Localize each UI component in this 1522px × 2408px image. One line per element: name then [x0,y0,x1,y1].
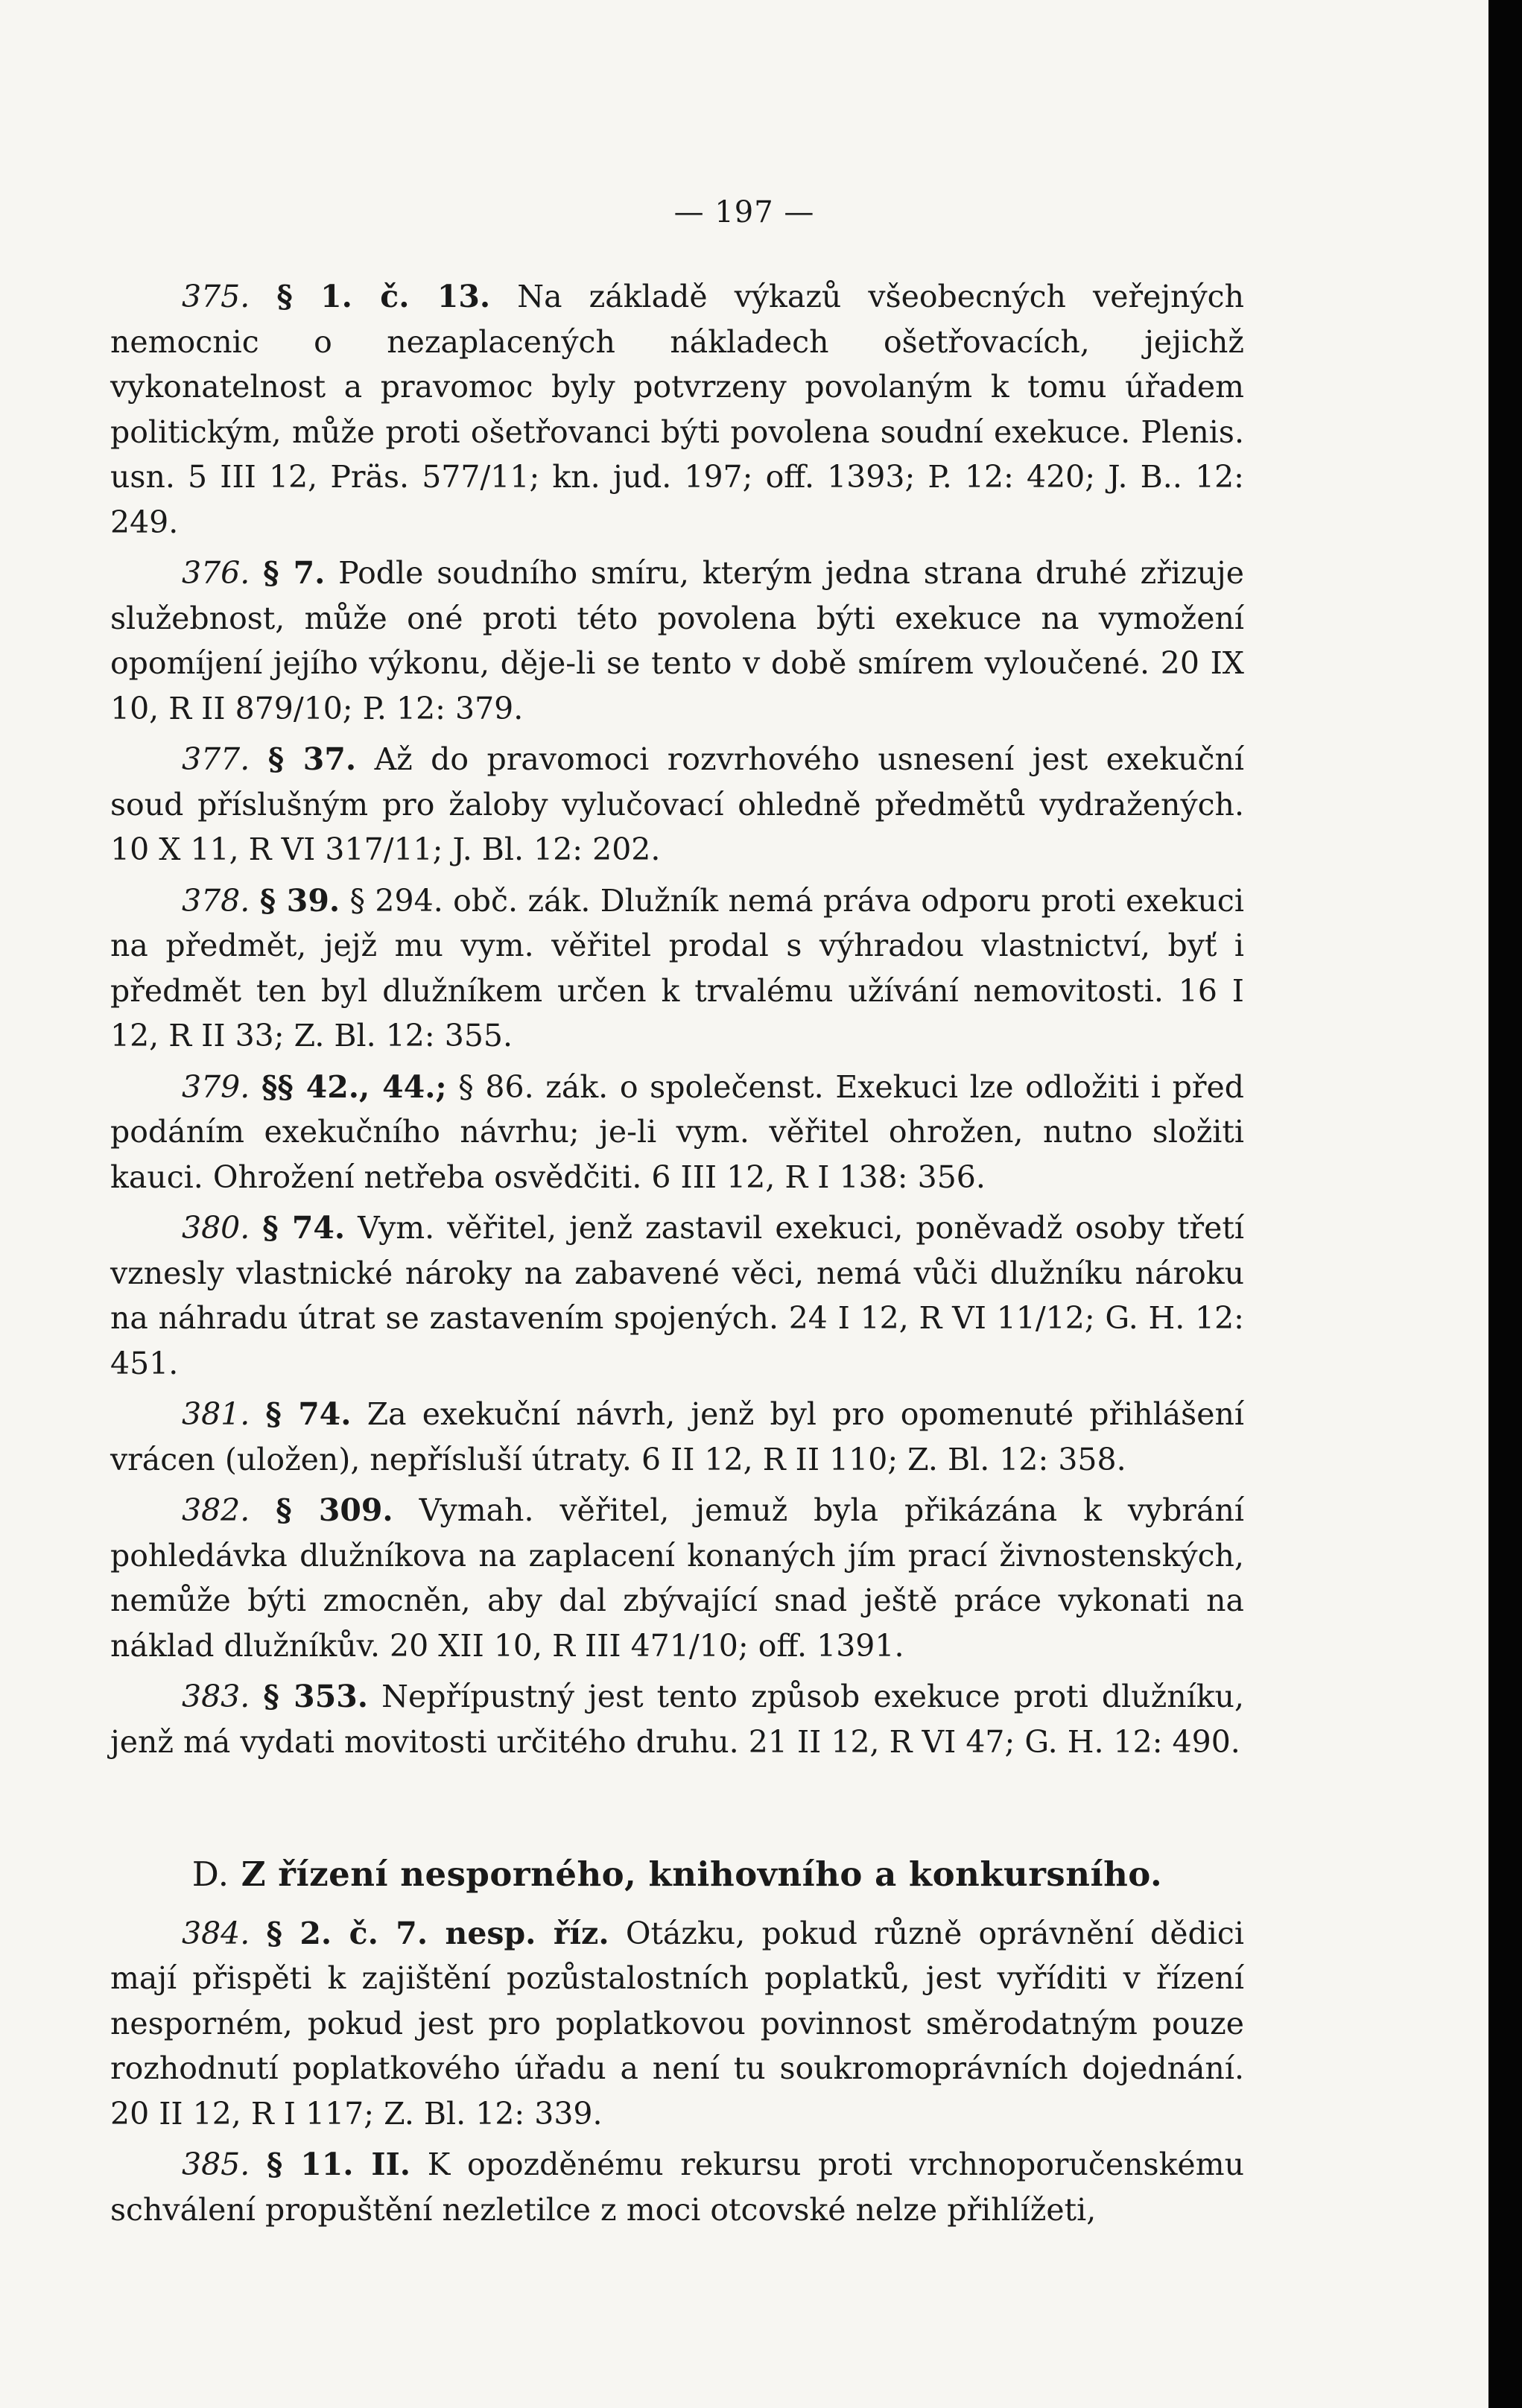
scan-edge [1488,0,1522,2408]
entry-number: 382. [182,1492,250,1528]
entry-number: 379. [182,1068,250,1105]
entry-number: 383. [182,1679,250,1714]
entry-number: 376. [182,555,250,591]
section-heading [110,1852,1244,1898]
entry-383 [110,1674,1244,1764]
entry-text: Otázku, pokud různě oprávnění dědici mají přispěti k zajištění pozůstalostních poplatků, jest vyříditi v řízení nesporném, pokud jest pro poplatkovou povinnost směrodatným pouze rozhodnutí poplatkového úřadu a není tu soukromoprávních dojednání. 20 II 12, R I 117; Z. Bl. 12: 339. [110,1915,1244,2132]
entry-text: Podle soudního smíru, kterým jedna strana druhé zřizuje služebnost, může oné proti této povolena býti exekuce na vymožení opomíjení jejího výkonu, děje-li se tento v době smírem vyloučené. 20 IX 10, R II 879/10; P. 12: 379. [110,555,1244,726]
entry-number: 377. [182,741,250,777]
section-letter: D. [191,1854,229,1894]
entry-number: 385. [182,2146,250,2182]
entry-376 [110,551,1244,731]
entry-text: Za exekuční návrh, jenž byl pro opomenuté přihlášení vrácen (uložen), nepřísluší útraty. 6 II 12, R II 110; Z. Bl. 12: 358. [110,1396,1244,1477]
entry-text: Až do pravomoci rozvrhového usnesení jest exekuční soud příslušným pro žaloby vylučovací ohledně předmětů vydražených. 10 X 11, R VI 317/11; J. Bl. 12: 202. [110,741,1244,867]
entry-text: Vymah. věřitel, jemuž byla přikázána k vybrání pohledávka dlužníkova na zaplacení konaných jím prací živnostenských, nemůže býti zmocněn, aby dal zbývající snad ještě práce vykonati na náklad dlužníkův. 20 XII 10, R III 471/10; off. 1391. [110,1492,1244,1664]
entry-reference: § 7. [263,555,326,591]
entry-reference: § 309. [276,1492,393,1528]
entry-text: Nepřípustný jest tento způsob exekuce proti dlužníku, jenž má vydati movitosti určitého druhu. 21 II 12, R VI 47; G. H. 12: 490. [110,1679,1244,1760]
entry-text: Vym. věřitel, jenž zastavil exekuci, poněvadž osoby třetí vznesly vlastnické nároky na zabavené věci, nemá vůči dlužníku nároku na náhradu útrat se zastavením spojených. 24 I 12, R VI 11/12; G. H. 12: 451. [110,1210,1244,1381]
entry-reference: § 37. [267,741,357,777]
page-body [110,274,1244,2238]
entry-number: 381. [182,1396,250,1432]
entry-reference: § 11. II. [266,2146,411,2182]
entry-375 [110,274,1244,545]
entry-reference: § 39. [259,882,340,919]
entry-380 [110,1205,1244,1386]
entry-reference: § 74. [262,1210,346,1246]
entry-text: Na základě výkazů všeobecných veřejných nemocnic o nezaplacených nákladech ošetřovacích, jejichž vykonatelnost a pravomoc byly potvrzeny povolaným k tomu úřadem politickým, může proti ošetřovanci býti povolena soudní exekuce. Plenis. usn. 5 III 12, Präs. 577/11; kn. jud. 197; off. 1393; P. 12: 420; J. B.. 12: 249. [110,279,1244,540]
page-number: — 197 — [673,195,815,229]
entry-377 [110,737,1244,872]
entry-reference: § 353. [263,1679,369,1714]
entry-number: 384. [182,1915,250,1951]
entry-reference: § 1. č. 13. [276,279,491,314]
section-title: Z řízení nesporného, knihovního a konkursního. [241,1854,1163,1894]
entry-378 [110,878,1244,1059]
entry-381 [110,1392,1244,1482]
entry-number: 380. [182,1210,250,1246]
entries-before-section [110,274,1244,1764]
entry-385 [110,2142,1244,2232]
entry-text: § 294. obč. zák. Dlužník nemá práva odporu proti exekuci na předmět, jejž mu vym. věřitel prodal s výhradou vlastnictví, byť i předmět ten byl dlužníkem určen k trvalému užívání nemovitosti. 16 I 12, R II 33; Z. Bl. 12: 355. [110,882,1244,1054]
entry-text: § 86. zák. o společenst. Exekuci lze odložiti i před podáním exekučního návrhu; je-li vym. věřitel ohrožen, nutno složiti kauci. Ohrožení netřeba osvědčiti. 6 III 12, R I 138: 356. [110,1068,1244,1195]
entry-text: K opozděnému rekursu proti vrchnoporučenskému schválení propuštění nezletilce z moci otcovské nelze přihlížeti, [110,2146,1244,2228]
entry-reference: §§ 42., 44.; [261,1068,447,1105]
entry-384 [110,1911,1244,2137]
entry-reference: § 74. [265,1396,352,1432]
entry-number: 378. [182,882,250,919]
entry-reference: § 2. č. 7. nesp. říz. [266,1915,609,1951]
entry-382 [110,1488,1244,1668]
entry-number: 375. [182,279,250,314]
entry-379 [110,1065,1244,1200]
entries-after-section [110,1911,1244,2233]
